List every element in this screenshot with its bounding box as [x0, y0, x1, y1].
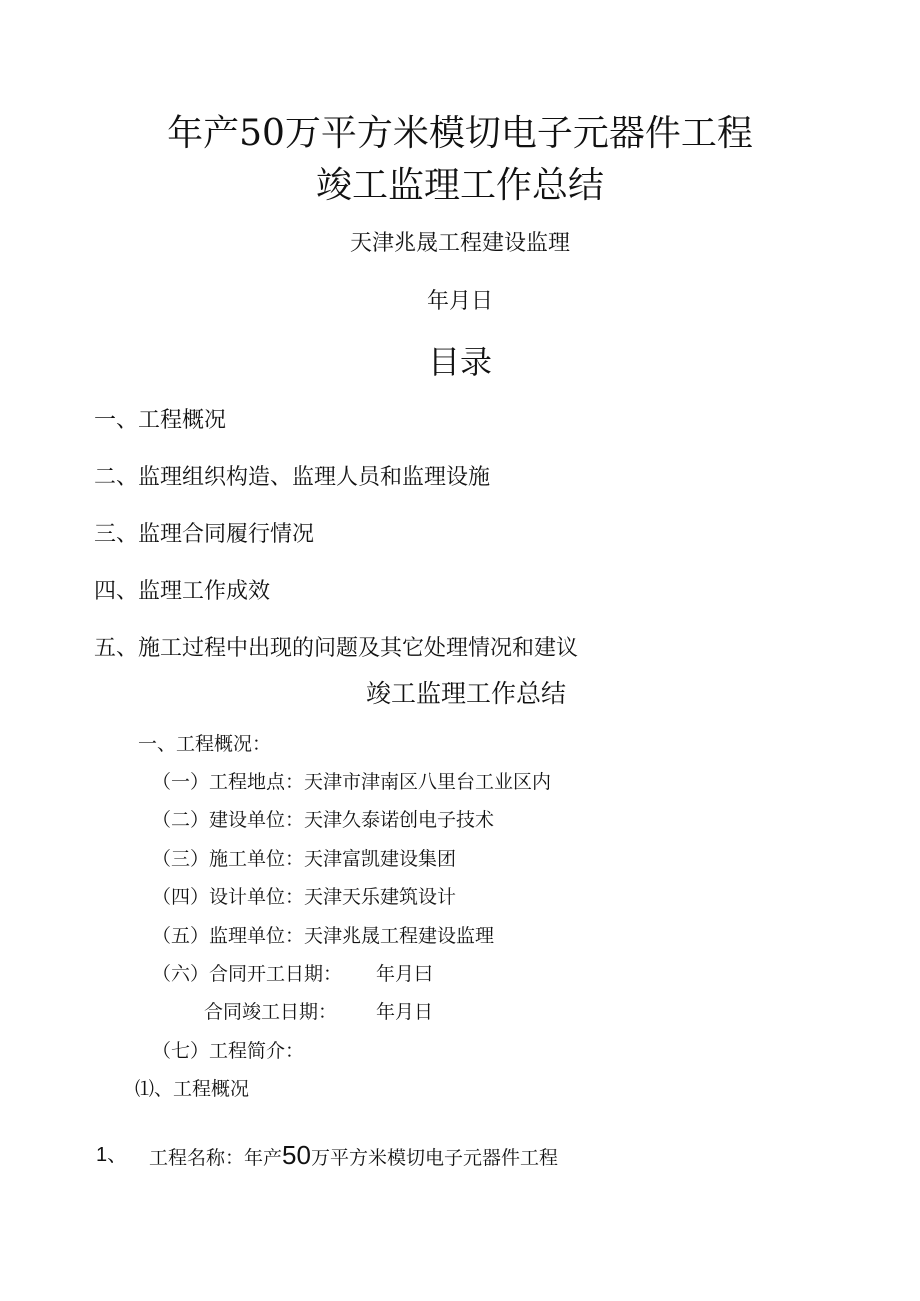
- design-unit: （四）设计单位：天津天乐建筑设计: [152, 886, 457, 908]
- construction-contractor: （三）施工单位：天津富凯建设集团: [152, 848, 457, 870]
- toc-item: 一、工程概况: [94, 407, 227, 432]
- cover-organization: 天津兆晟工程建设监理: [349, 230, 570, 255]
- contract-start-value: 年月曰: [376, 963, 434, 985]
- cover-title-line2: 竣工监理工作总结: [315, 165, 604, 206]
- cover-title-line1: 年产50万平方米模切电子元器件工程: [167, 113, 753, 154]
- project-location: （一）工程地点：天津市津南区八里台工业区内: [152, 771, 552, 793]
- contract-end-value: 年月日: [376, 1001, 434, 1023]
- contract-start-label: （六）合同开工日期：: [152, 963, 343, 985]
- toc-item: 四、监理工作成效: [94, 578, 271, 603]
- section-heading: 一、工程概况：: [138, 733, 272, 755]
- toc-title: 目录: [427, 344, 492, 380]
- item-number: 1、: [96, 1144, 128, 1166]
- project-name-number: 50: [282, 1140, 311, 1170]
- sub-heading: ⑴、工程概况: [135, 1078, 250, 1100]
- toc-item: 五、施工过程中出现的问题及其它处理情况和建议: [94, 635, 579, 660]
- project-brief-label: （七）工程简介：: [152, 1040, 305, 1062]
- project-name-suffix: 万平方米模切电子元器件工程: [310, 1147, 558, 1169]
- toc-item: 二、监理组织构造、监理人员和监理设施: [94, 464, 491, 489]
- construction-owner: （二）建设单位：天津久泰诺创电子技术: [152, 809, 495, 831]
- toc-item: 三、监理合同履行情况: [94, 521, 315, 546]
- project-name-prefix: 工程名称：年产: [149, 1147, 283, 1169]
- cover-date: 年月日: [426, 288, 493, 313]
- summary-title: 竣工监理工作总结: [365, 679, 566, 708]
- project-name: [149, 1140, 558, 1173]
- contract-end-label: 合同竣工日期：: [204, 1001, 338, 1023]
- supervision-unit: （五）监理单位：天津兆晟工程建设监理: [152, 925, 495, 947]
